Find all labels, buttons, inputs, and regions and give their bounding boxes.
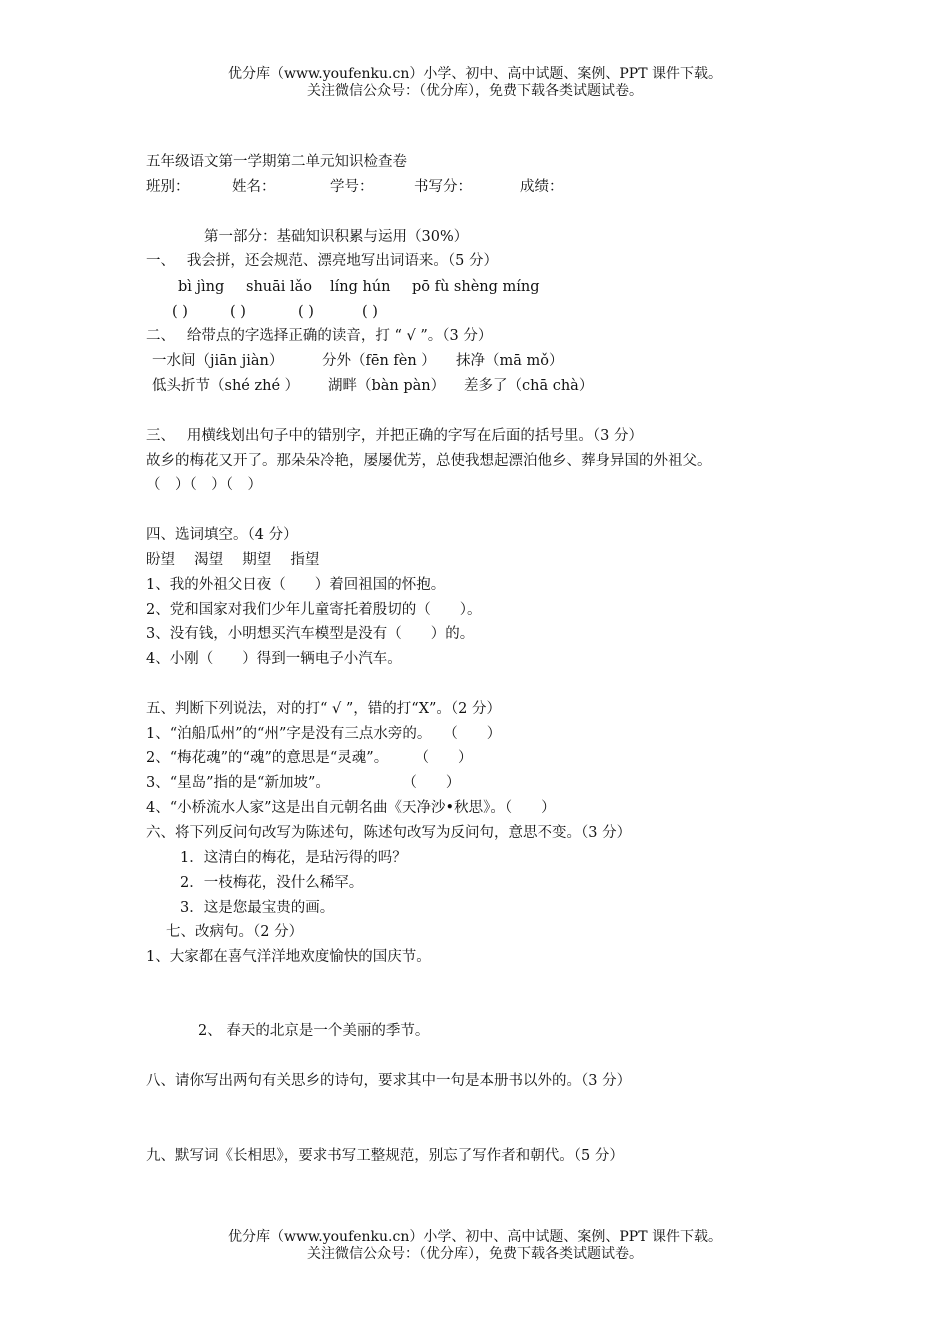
q6-item: 3．这是您最宝贵的画。	[180, 900, 335, 916]
q2-option: 一水间（jiān jiàn）	[152, 353, 284, 369]
footer-line-1: 优分库（www.youfenku.cn）小学、初中、高中试题、案例、PPT 课件下载。	[227, 1229, 722, 1245]
header-line-1: 优分库（www.youfenku.cn）小学、初中、高中试题、案例、PPT 课件下载。	[227, 66, 722, 82]
q1-pinyin: líng hún	[330, 279, 391, 295]
q4-title: 四、选词填空。（4 分）	[146, 527, 298, 543]
q2-option: 低头折节（shé zhé ）	[152, 378, 300, 394]
class-label: 班别：	[146, 179, 190, 195]
q1-blank[interactable]: ( )	[230, 304, 246, 320]
part-one-heading: 第一部分：基础知识积累与运用（30%）	[204, 229, 469, 245]
q7-item: 1、大家都在喜气洋洋地欢度愉快的国庆节。	[146, 949, 431, 965]
q1-pinyin-row	[146, 277, 646, 297]
q2-row-1	[146, 351, 646, 371]
q4-item: 4、小刚（ ）得到一辆电子小汽车。	[146, 651, 402, 667]
q4-word-choices: 盼望 渴望 期望 指望	[146, 552, 320, 568]
total-score-label: 成绩：	[520, 179, 564, 195]
q3-answer-blanks[interactable]: （ ）（ ）（ ）	[146, 477, 262, 493]
q3-title: 三、 用横线划出句子中的错别字，并把正确的字写在后面的括号里。（3 分）	[146, 428, 643, 444]
footer-line-2: 关注微信公众号：（优分库），免费下载各类试题试卷。	[307, 1246, 643, 1262]
page-header	[0, 66, 950, 100]
q2-option: 湖畔（bàn pàn）	[328, 378, 446, 394]
q1-pinyin: bì jìng	[178, 279, 225, 295]
writing-score-label: 书写分：	[414, 179, 472, 195]
q2-option: 抹净（mā mǒ）	[456, 353, 564, 369]
q5-item: 3、“星岛”指的是“新加坡”。 （ ）	[146, 775, 461, 791]
q6-item: 1．这清白的梅花，是玷污得的吗？	[180, 850, 407, 866]
page-footer	[0, 1229, 950, 1263]
q2-title: 二、 给带点的字选择正确的读音，打 “ √ ”。（3 分）	[146, 328, 493, 344]
q4-item: 1、我的外祖父日夜（ ）着回祖国的怀抱。	[146, 577, 446, 593]
q5-item: 4、“小桥流水人家”这是出自元朝名曲《天净沙•秋思》。（ ）	[146, 800, 556, 816]
q8-title: 八、请你写出两句有关思乡的诗句，要求其中一句是本册书以外的。（3 分）	[146, 1073, 632, 1089]
student-info-row	[146, 177, 666, 197]
q5-title: 五、判断下列说法，对的打“ √ ”，错的打“X”。（2 分）	[146, 701, 502, 717]
name-label: 姓名：	[232, 179, 276, 195]
q1-blank[interactable]: ( )	[298, 304, 314, 320]
exam-title: 五年级语文第一学期第二单元知识检查卷	[146, 154, 407, 170]
q9-title: 九、默写词《长相思》，要求书写工整规范，别忘了写作者和朝代。（5 分）	[146, 1148, 624, 1164]
header-line-2: 关注微信公众号：（优分库），免费下载各类试题试卷。	[307, 83, 643, 99]
q5-item: 2、“梅花魂”的“魂”的意思是“灵魂”。 （ ）	[146, 750, 473, 766]
q7-title: 七、改病句。（2 分）	[166, 924, 304, 940]
q1-pinyin: shuāi lǎo	[246, 279, 313, 295]
q1-answer-blanks	[146, 302, 646, 322]
q2-option: 差多了（chā chà）	[464, 378, 594, 394]
q2-option: 分外（fēn fèn ）	[322, 353, 436, 369]
q1-pinyin: pō fù shèng míng	[412, 279, 540, 295]
q3-sentence: 故乡的梅花又开了。那朵朵冷艳，屡屡优芳，总使我想起漂泊他乡、葬身异国的外祖父。	[146, 453, 712, 469]
q5-item: 1、“泊船瓜州”的“州”字是没有三点水旁的。 （ ）	[146, 726, 502, 742]
student-number-label: 学号：	[330, 179, 374, 195]
q4-item: 3、没有钱，小明想买汽车模型是没有（ ）的。	[146, 626, 475, 642]
q2-row-2	[146, 376, 646, 396]
q1-blank[interactable]: ( )	[172, 304, 188, 320]
q7-item: 2、 春天的北京是一个美丽的季节。	[198, 1023, 430, 1039]
q6-item: 2．一枝梅花，没什么稀罕。	[180, 875, 364, 891]
q4-item: 2、党和国家对我们少年儿童寄托着殷切的（ ）。	[146, 602, 482, 618]
q6-title: 六、将下列反问句改写为陈述句，陈述句改写为反问句，意思不变。（3 分）	[146, 825, 632, 841]
q1-blank[interactable]: ( )	[362, 304, 378, 320]
q1-title: 一、 我会拼，还会规范、漂亮地写出词语来。（5 分）	[146, 253, 498, 269]
